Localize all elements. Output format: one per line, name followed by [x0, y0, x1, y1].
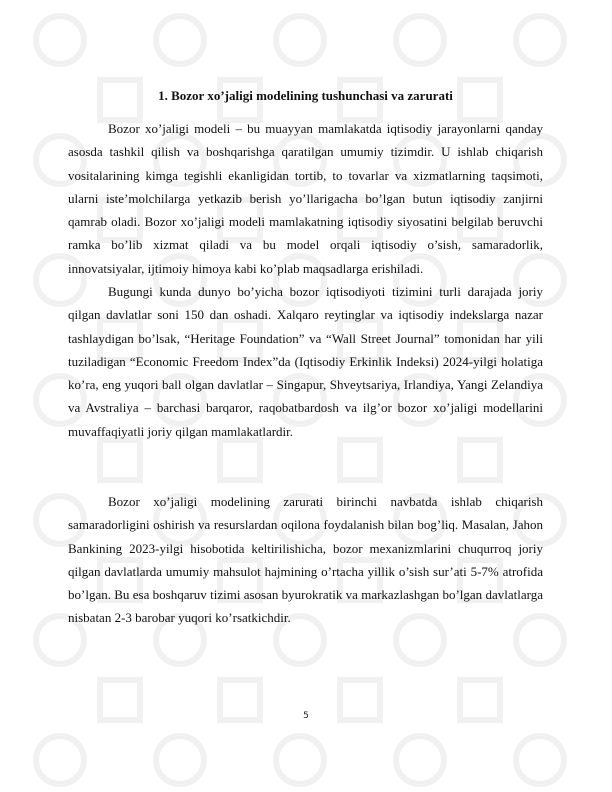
section-title: 1. Bozor xo’jaligi modelining tushunchasi va zarurati: [158, 88, 453, 103]
paragraph-2: Bugungi kunda dunyo bo’yicha bozor iqtisodiyoti tizimini turli darajada joriy qilgan davlatlar soni 150 dan oshadi. Xalqaro reytinglar va iqtisodiy indekslarga nazar tashlaydigan bo’lsak, “Heritage Foundation” va “Wall Street Journal” tomonidan har yili tuziladigan “Economic Freedom Index”da (Iqtisodiy Erkinlik Indeksi) 2024-yilgi holatiga ko’ra, eng yuqori ball olgan davlatlar – Singapur, Shveytsariya, Irlandiya, Yangi Zelandiya va Avstraliya – barchasi barqaror, raqobatbardosh va ilg’or bozor xo’jaligi modellarini muvaffaqiyatli joriy qilgan mamlakatlardir.: [68, 284, 543, 439]
paragraph-3: Bozor xo’jaligi modelining zarurati birinchi navbatda ishlab chiqarish samaradorligini oshirish va resurslardan oqilona foydalanish bilan bog’liq. Masalan, Jahon Bankining 2023-yilgi hisobotida keltirilishicha, bozor mexanizmlarini chuqurroq joriy qilgan davlatlarda umumiy mahsulot hajmining o’rtacha yillik o’sish sur’ati 5-7% atrofida bo’lgan. Bu esa boshqaruv tizimi asosan byurokratik va markazlashgan bo’lgan davlatlarga nisbatan 2-3 barobar yuqori ko’rsatkichdir.: [68, 494, 543, 626]
page-number: 5: [303, 711, 309, 721]
paragraph-1: Bozor xo’jaligi modeli – bu muayyan mamlakatda iqtisodiy jarayonlarni qanday asosda tashkil qilish va boshqarishga qaratilgan umumiy tizimdir. U ishlab chiqarish vositalarining kimga tegishli ekanligidan tortib, to tovarlar va xizmatlarning taqsimoti, ularni iste’molchilarga yetkazib berish yo’llarigacha bo’lgan butun iqtisodiy zanjirni qamrab oladi. Bozor xo’jaligi modeli mamlakatning iqtisodiy siyosatini belgilab beruvchi ramka bo’lib xizmat qiladi va bu model orqali iqtisodiy o’sish, samaradorlik, innovatsiyalar, ijtimoiy himoya kabi ko’plab maqsadlarga erishiladi.: [68, 121, 543, 276]
